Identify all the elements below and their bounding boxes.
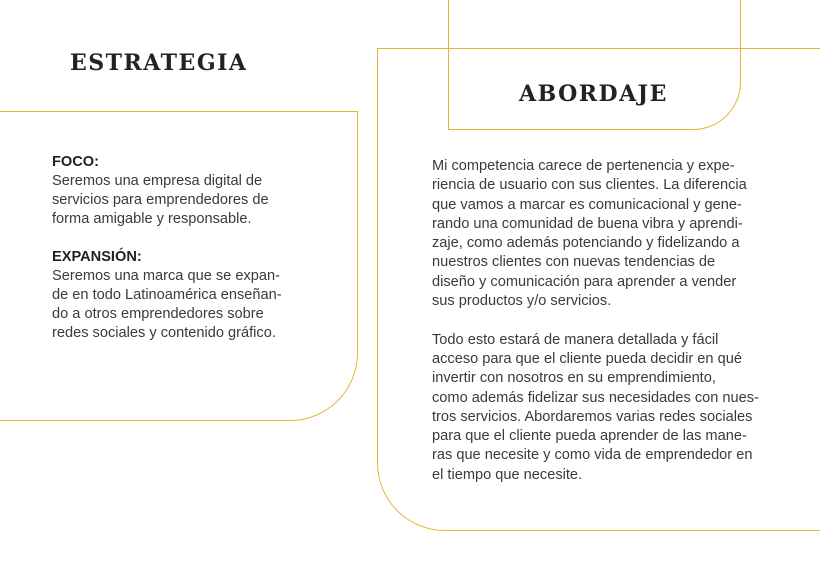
expansion-body: Seremos una marca que se expan- de en todo Latinoamérica enseñan- do a otros emprendedores sobre redes sociales y contenido gráfico. (52, 268, 282, 341)
title-tab-frame (448, 0, 741, 130)
abordaje-paragraph-1: Mi competencia carece de pertenencia y expe- riencia de usuario con sus clientes. La diferencia que vamos a marcar es comunicacional y gene- rando una comunidad de buena vibra y aprendi- zaje, como además potenciando y fidelizando a nuestros clientes con nuevas tendencias de diseño y comunicación para aprender a vender sus productos y/o servicios. (432, 158, 747, 310)
abordaje-content (432, 157, 780, 504)
foco-title: FOCO: (52, 154, 100, 170)
expansion-section (52, 248, 314, 343)
expansion-title: EXPANSIÓN: (52, 249, 142, 265)
estrategia-title: ESTRATEGIA (70, 50, 248, 76)
foco-section (52, 153, 314, 229)
foco-body: Seremos una empresa digital de servicios para emprendedores de forma amigable y responsable. (52, 173, 269, 227)
abordaje-paragraph-2: Todo esto estará de manera detallada y fácil acceso para que el cliente pueda decidir en qué invertir con nosotros en su emprendimiento, como además fidelizar sus necesidades con nues- tros servicios. Abordaremos varias redes sociales para que el cliente pueda aprender de las mane- ras que necesite y como vida de emprendedor en el tiempo que necesite. (432, 331, 759, 483)
abordaje-title: ABORDAJE (519, 81, 668, 107)
estrategia-content (52, 153, 314, 362)
